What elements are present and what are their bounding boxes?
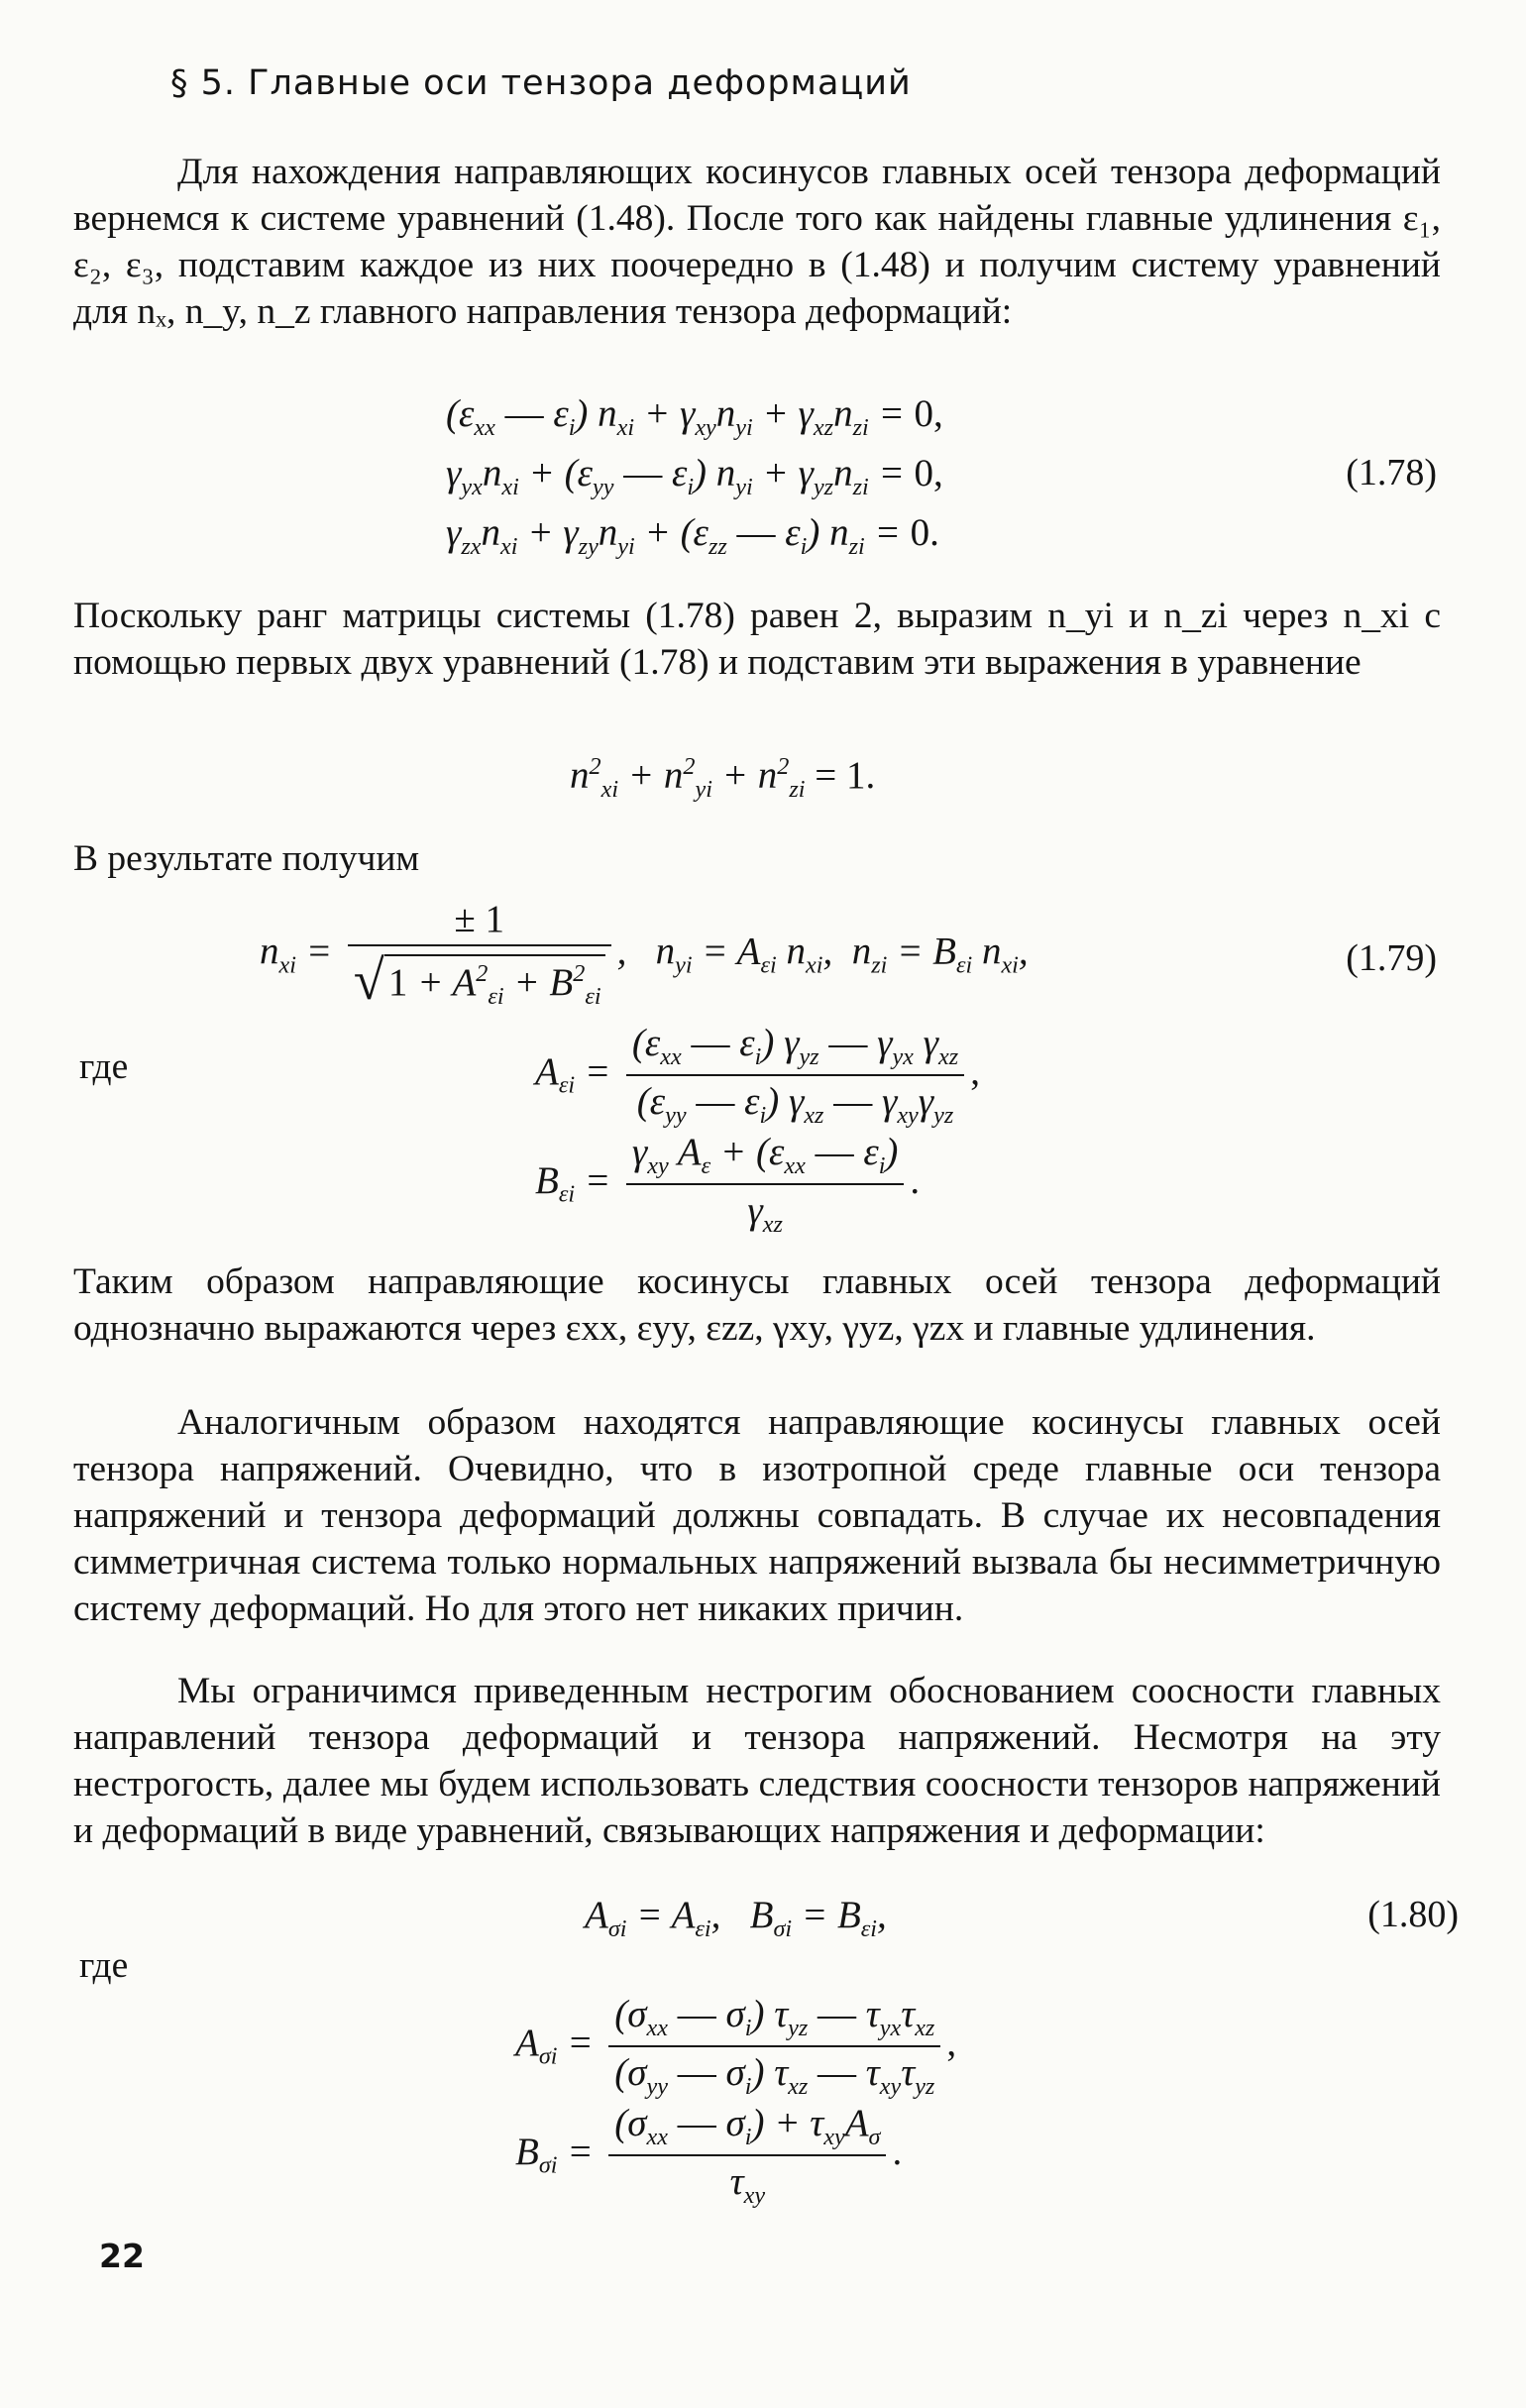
equation-1-78-line2: $\gamma_{yx}n_{xi} + (\varepsilon_{yy}$ — $\varepsilon_i$) $n_{yi} + \gamma_{yz}n_{zi} = 0$, [446, 452, 943, 500]
equation-number-1-78: (1.78) [1346, 452, 1437, 493]
equation-1-78-line1: ($\varepsilon_{xx}$ — $\varepsilon_i$) $n_{xi} + \gamma_{xy}n_{yi} + \gamma_{xz}n_{zi} = 0$, [446, 392, 943, 441]
equation-A-eps: $A_{\varepsilon i}$ = $\frac{(\varepsilon_{xx} — \varepsilon_i) \gamma_{yz} — \gamma_{yx} \gamma_{xz}}{(\varepsilon_{yy} — \varepsilon_i) \gamma_{xz} — \gamma_{xy}\gamma_{yz}}$ , [535, 1022, 980, 1129]
fraction-nxi: $\frac{\pm 1}{√ 1 + A^2_{\varepsilon i} + B^2_{\varepsilon i}}$ [348, 897, 611, 1013]
paragraph-result: В результате получим [73, 838, 420, 879]
paragraph-coaxiality: Мы ограничимся приведенным нестрогим обоснованием соосности главных направлений тензора деформаций и тензора напряжений. Несмотря на эту нестрогость, далее мы будем использовать следствия соосности тензоров напряжений и деформаций в виде уравнений, связывающих напряжения и деформации: [73, 1671, 1441, 1851]
equation-number-1-79: (1.79) [1346, 937, 1437, 979]
paragraph-rank: Поскольку ранг матрицы системы (1.78) равен 2, выразим n_yi и n_zi через n_xi с помощью первых двух уравнений (1.78) и подставим эти выражения в уравнение [73, 596, 1441, 683]
paragraph-intro: Для нахождения направляющих косинусов главных осей тензора деформаций вернемся к системе уравнений (1.48). После того как найдены главные удлинения ε₁, ε₂, ε₃, подставим каждое из них поочередно в (1.48) и получим систему уравнений для nₓ, n_y, n_z главного направления тензора деформаций: [73, 152, 1441, 332]
equation-unit-norm: $n^2_{xi} + n^2_{yi} + n^2_{zi} = 1$. [570, 753, 876, 803]
paragraph-stress-axes: Аналогичным образом находятся направляющие косинусы главных осей тензора напряжений. Очевидно, что в изотропной среде главные оси тензора напряжений и тензора деформаций должны совпадать. В случае их несовпадения симметричная система только нормальных напряжений вызвала бы несимметричную систему деформаций. Но для этого нет никаких причин. [73, 1402, 1441, 1629]
equation-number-1-80: (1.80) [1367, 1894, 1459, 1935]
section-heading: § 5. Главные оси тензора деформаций [170, 63, 912, 103]
fraction-A-sigma: $\frac{(\sigma_{xx} — \sigma_i) \tau_{yz} — \tau_{yx}\tau_{xz}}{(\sigma_{yy} — \sigma_i) \tau_{xz} — \tau_{xy}\tau_{yz}}$ [608, 1992, 940, 2101]
equation-B-eps: $B_{\varepsilon i}$ = $\frac{\gamma_{xy} A_\varepsilon + (\varepsilon_{xx} — \varepsilon_i)}{\gamma_{xz}}$ . [535, 1131, 921, 1238]
fraction-nxi-numerator: ± 1 [348, 897, 611, 946]
fraction-A-eps: $\frac{(\varepsilon_{xx} — \varepsilon_i) \gamma_{yz} — \gamma_{yx} \gamma_{xz}}{(\varepsilon_{yy} — \varepsilon_i) \gamma_{xz} — \gamma_{xy}\gamma_{yz}}$ [626, 1021, 964, 1130]
unit-norm-rhs: = 1. [815, 754, 876, 797]
fraction-B-eps: $\frac{\gamma_{xy} A_\varepsilon + (\varepsilon_{xx} — \varepsilon_i)}{\gamma_{xz}}$ [626, 1130, 905, 1239]
where-label-1: где [79, 1046, 129, 1087]
equation-A-sigma: $A_{\sigma i}$ = $\frac{(\sigma_{xx} — \sigma_i) \tau_{yz} — \tau_{yx}\tau_{xz}}{(\sigma_{yy} — \sigma_i) \tau_{xz} — \tau_{xy}\tau_{yz}}$ , [515, 1993, 957, 2100]
where-label-2: где [79, 1945, 129, 1986]
equation-1-78-line3: $\gamma_{zx}n_{xi} + \gamma_{zy}n_{yi} + (\varepsilon_{zz}$ — $\varepsilon_i$) $n_{zi} = 0$. [446, 511, 939, 560]
equation-1-80: $A_{\sigma i} = A_{\varepsilon i}$, $B_{\sigma i} = B_{\varepsilon i}$, [585, 1894, 887, 1942]
fraction-B-sigma: $\frac{(\sigma_{xx} — \sigma_i) + \tau_{xy}A_\sigma}{\tau_{xy}}$ [608, 2101, 886, 2210]
paragraph-conclusion: Таким образом направляющие косинусы главных осей тензора деформаций однозначно выражаются через εxx, εyy, εzz, γxy, γyz, γzx и главные удлинения. [73, 1261, 1441, 1349]
page-number: 22 [99, 2237, 145, 2275]
equation-B-sigma: $B_{\sigma i}$ = $\frac{(\sigma_{xx} — \sigma_i) + \tau_{xy}A_\sigma}{\tau_{xy}}$ . [515, 2102, 903, 2209]
equation-1-79: $n_{xi}$ = $\frac{\pm 1}{√ 1 + A^2_{\varepsilon i} + B^2_{\varepsilon i}}$ , $n_{yi} = A_{\varepsilon i}$ $n_{xi}$, $n_{zi} = B_{\varepsilon i}$ $n_{xi}$, [260, 898, 1029, 1012]
